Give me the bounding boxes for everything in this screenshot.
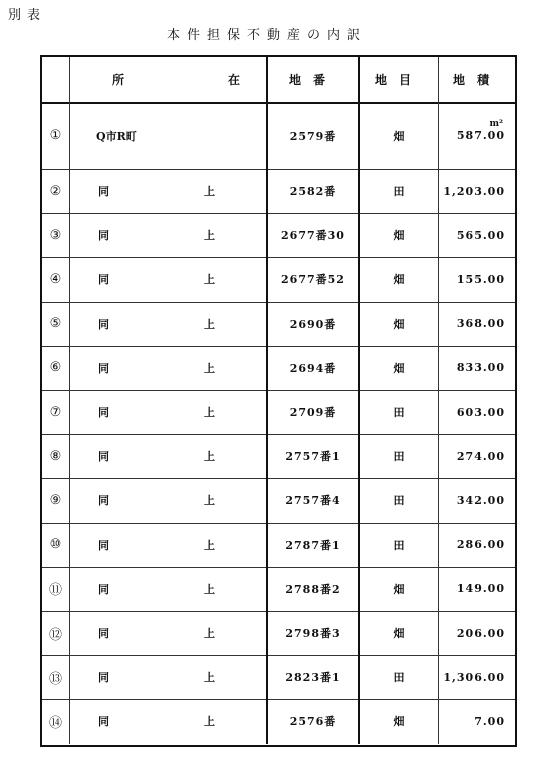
row-location bbox=[70, 523, 268, 567]
row-area: 206.00 bbox=[456, 626, 505, 640]
row-location bbox=[70, 257, 268, 301]
row-location-main: 同 bbox=[98, 627, 109, 641]
header-location-left: 所 bbox=[112, 73, 125, 87]
row-land-category: 畑 bbox=[360, 346, 439, 390]
header-area: 地積 bbox=[452, 73, 501, 87]
row-land-category: 田 bbox=[360, 655, 439, 699]
row-land-category: 田 bbox=[360, 390, 439, 434]
row-location-sub: 上 bbox=[204, 317, 215, 331]
row-location-main: 同 bbox=[98, 406, 109, 420]
row-location-sub: 上 bbox=[204, 406, 215, 420]
row-number: ⑩ bbox=[42, 523, 70, 567]
row-location bbox=[70, 346, 268, 390]
row-location-sub: 上 bbox=[204, 185, 215, 199]
row-location-main: 同 bbox=[98, 671, 109, 685]
row-land-category: 畑 bbox=[360, 699, 439, 743]
row-location bbox=[70, 390, 268, 434]
table-row bbox=[42, 434, 515, 479]
row-location bbox=[70, 699, 268, 743]
document-title: 本件担保不動産の内訳 bbox=[166, 28, 367, 43]
row-location-main: 同 bbox=[98, 538, 109, 552]
property-table bbox=[40, 55, 517, 747]
row-area: 368.00 bbox=[456, 317, 505, 331]
row-location-sub: 上 bbox=[204, 229, 215, 243]
table-row bbox=[42, 478, 515, 523]
row-location-main: 同 bbox=[98, 582, 109, 596]
table-row bbox=[42, 655, 515, 700]
row-lot-number: 2576番 bbox=[268, 699, 360, 743]
row-location-main: 同 bbox=[98, 361, 109, 375]
row-location bbox=[70, 169, 268, 213]
row-location-main: 同 bbox=[98, 185, 109, 199]
row-number: ④ bbox=[42, 257, 70, 301]
row-area: 155.00 bbox=[456, 272, 505, 286]
row-area: 1,306.00 bbox=[443, 670, 505, 684]
table-header bbox=[42, 57, 515, 104]
row-location bbox=[70, 567, 268, 611]
row-land-category: 畑 bbox=[360, 213, 439, 257]
row-location-sub: 上 bbox=[204, 582, 215, 596]
header-location-right: 在 bbox=[228, 73, 241, 87]
row-lot-number: 2582番 bbox=[268, 169, 360, 213]
row-land-category: 畑 bbox=[360, 567, 439, 611]
row-lot-number: 2823番1 bbox=[268, 655, 360, 699]
table-row bbox=[42, 346, 515, 391]
row-location bbox=[70, 611, 268, 655]
row-location-main: 同 bbox=[98, 715, 109, 729]
row-location-sub: 上 bbox=[204, 627, 215, 641]
row-location-main: 同 bbox=[98, 317, 109, 331]
row-area: 7.00 bbox=[474, 714, 505, 728]
row-number: ⑭ bbox=[42, 699, 70, 743]
row-number: ⑧ bbox=[42, 434, 70, 478]
row-number: ⑬ bbox=[42, 655, 70, 699]
table-row bbox=[42, 169, 515, 214]
header-lot-number: 地番 bbox=[268, 57, 360, 102]
row-lot-number: 2798番3 bbox=[268, 611, 360, 655]
row-area: 603.00 bbox=[456, 405, 505, 419]
row-location bbox=[70, 434, 268, 478]
row-location-sub: 上 bbox=[204, 671, 215, 685]
row-location-main: 同 bbox=[98, 450, 109, 464]
row-location-sub: 上 bbox=[204, 273, 215, 287]
row-lot-number: 2694番 bbox=[268, 346, 360, 390]
row-lot-number: 2787番1 bbox=[268, 523, 360, 567]
table-row bbox=[42, 213, 515, 258]
row-area: 587.00 bbox=[456, 129, 505, 142]
row-location-main: 同 bbox=[98, 494, 109, 508]
row-lot-number: 2690番 bbox=[268, 302, 360, 346]
row-location bbox=[70, 478, 268, 522]
row-lot-number: 2757番1 bbox=[268, 434, 360, 478]
row-number: ⑨ bbox=[42, 478, 70, 522]
row-land-category: 畑 bbox=[360, 611, 439, 655]
row-number: ⑤ bbox=[42, 302, 70, 346]
row-land-category: 田 bbox=[360, 523, 439, 567]
row-location-sub: 上 bbox=[204, 494, 215, 508]
row-location-sub: 上 bbox=[204, 361, 215, 375]
row-location-main: 同 bbox=[98, 229, 109, 243]
row-lot-number: 2757番4 bbox=[268, 478, 360, 522]
header-number-cell bbox=[42, 57, 70, 102]
row-location bbox=[70, 102, 268, 169]
row-land-category: 畑 bbox=[360, 102, 439, 169]
row-lot-number: 2579番 bbox=[268, 102, 360, 169]
page-label: 別表 bbox=[8, 8, 47, 23]
row-number: ⑪ bbox=[42, 567, 70, 611]
row-lot-number: 2788番2 bbox=[268, 567, 360, 611]
row-area: 565.00 bbox=[456, 228, 505, 242]
table-row bbox=[42, 699, 515, 743]
area-unit-label: m² bbox=[489, 119, 503, 129]
row-area: 833.00 bbox=[456, 361, 505, 375]
table-row bbox=[42, 523, 515, 568]
row-location-sub: 上 bbox=[204, 715, 215, 729]
row-location bbox=[70, 302, 268, 346]
table-row bbox=[42, 302, 515, 347]
row-land-category: 田 bbox=[360, 478, 439, 522]
header-land-category: 地目 bbox=[360, 57, 439, 102]
table-row bbox=[42, 611, 515, 656]
row-location-main: 同 bbox=[98, 273, 109, 287]
row-lot-number: 2677番52 bbox=[268, 257, 360, 301]
table-row bbox=[42, 567, 515, 612]
table-row bbox=[42, 257, 515, 302]
row-lot-number: 2677番30 bbox=[268, 213, 360, 257]
table-row bbox=[42, 390, 515, 435]
row-location bbox=[70, 655, 268, 699]
row-land-category: 畑 bbox=[360, 257, 439, 301]
row-area: 1,203.00 bbox=[443, 184, 505, 198]
row-location-sub: 上 bbox=[204, 538, 215, 552]
row-number: ③ bbox=[42, 213, 70, 257]
row-number: ⑫ bbox=[42, 611, 70, 655]
row-location bbox=[70, 213, 268, 257]
row-location-main: Q市R町 bbox=[96, 129, 137, 143]
row-land-category: 田 bbox=[360, 169, 439, 213]
row-area: 149.00 bbox=[456, 582, 505, 596]
row-lot-number: 2709番 bbox=[268, 390, 360, 434]
row-number: ⑥ bbox=[42, 346, 70, 390]
row-area: 286.00 bbox=[456, 538, 505, 552]
row-number: ① bbox=[42, 102, 70, 169]
header-location bbox=[70, 57, 268, 102]
row-land-category: 田 bbox=[360, 434, 439, 478]
row-land-category: 畑 bbox=[360, 302, 439, 346]
table-row bbox=[42, 102, 515, 170]
row-number: ⑦ bbox=[42, 390, 70, 434]
row-number: ② bbox=[42, 169, 70, 213]
row-area: 342.00 bbox=[456, 493, 505, 507]
row-area: 274.00 bbox=[456, 449, 505, 463]
row-location-sub: 上 bbox=[204, 450, 215, 464]
